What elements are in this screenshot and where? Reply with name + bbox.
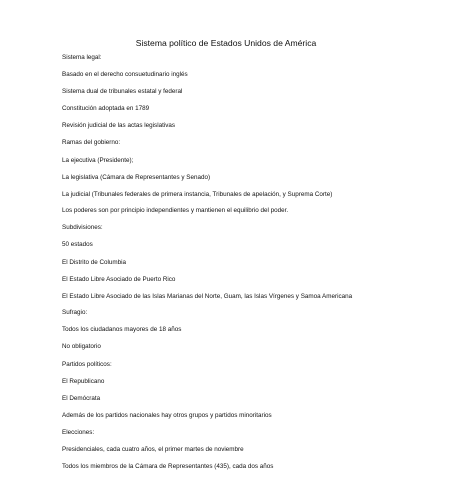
section-heading-subdivisions: Subdivisiones: xyxy=(62,224,103,232)
text-line: La legislativa (Cámara de Representantes y Senado) xyxy=(62,173,211,181)
section-heading-elections: Elecciones: xyxy=(62,428,95,436)
text-line: El Republicano xyxy=(62,377,105,385)
text-line: El Distrito de Columbia xyxy=(62,258,127,266)
section-heading-suffrage: Sufragio: xyxy=(62,309,88,317)
text-line: La judicial (Tribunales federales de primera instancia, Tribunales de apelación, y Suprema Corte) xyxy=(62,190,333,198)
document-title: Sistema político de Estados Unidos de América xyxy=(135,38,317,48)
text-line: Sistema dual de tribunales estatal y federal xyxy=(62,88,183,96)
text-line: Además de los partidos nacionales hay otros grupos y partidos minoritarios xyxy=(62,411,272,419)
text-line: No obligatorio xyxy=(62,343,101,351)
text-line: Todos los ciudadanos mayores de 18 años xyxy=(62,326,182,334)
text-line: Presidenciales, cada cuatro años, el primer martes de noviembre xyxy=(62,445,244,453)
text-line: Todos los miembros de la Cámara de Representantes (435), cada dos años xyxy=(62,463,274,471)
text-line: El Demócrata xyxy=(62,394,101,402)
section-heading-parties: Partidos políticos: xyxy=(62,360,112,368)
text-line: Los poderes son por principio independientes y mantienen el equilibrio del poder. xyxy=(62,207,289,215)
text-line: El Estado Libre Asociado de las Islas Marianas del Norte, Guam, las Islas Vírgenes y Samoa Americana xyxy=(62,292,353,300)
text-line: Basado en el derecho consuetudinario inglés xyxy=(62,71,188,79)
section-heading-legal-system: Sistema legal: xyxy=(62,54,102,61)
text-line: La ejecutiva (Presidente); xyxy=(62,156,134,164)
section-heading-branches: Ramas del gobierno: xyxy=(62,139,121,147)
text-line: 50 estados xyxy=(62,241,93,249)
document-body xyxy=(62,54,392,480)
text-line: Revisión judicial de las actas legislativas xyxy=(62,122,176,130)
text-line: Constitución adoptada en 1789 xyxy=(62,105,150,113)
text-line: El Estado Libre Asociado de Puerto Rico xyxy=(62,275,176,283)
